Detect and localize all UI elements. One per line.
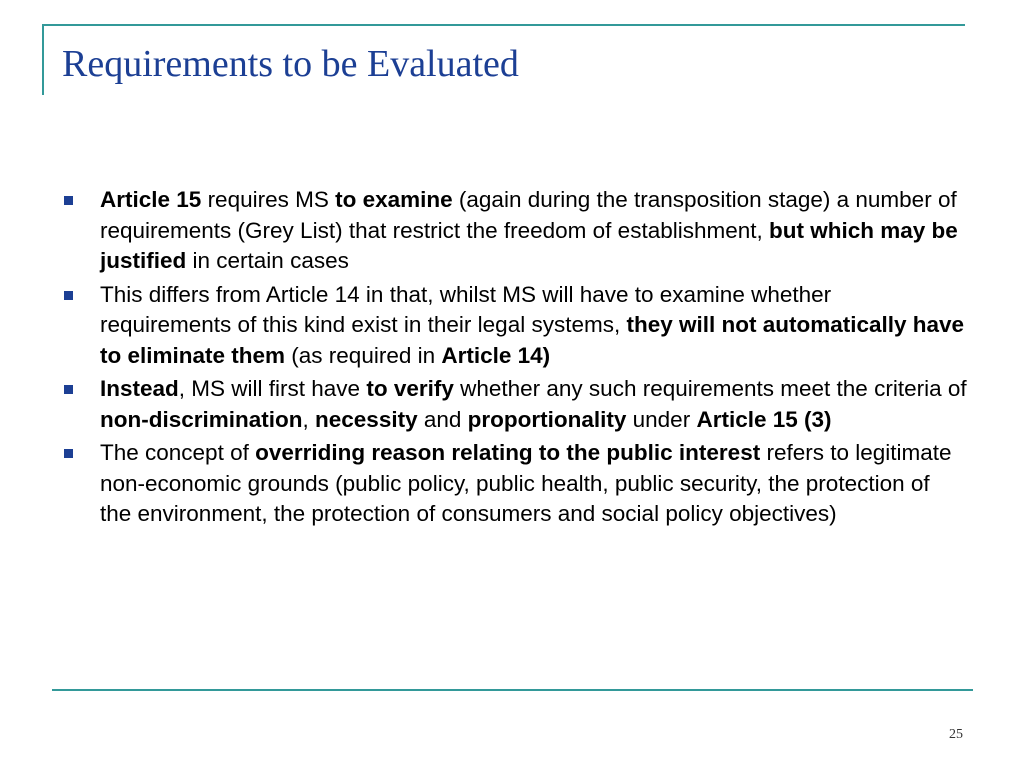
- bullet-item: [62, 438, 967, 530]
- bold-text: to examine: [335, 187, 453, 212]
- text-run: (as required in: [285, 342, 442, 368]
- square-bullet-icon: [64, 196, 73, 205]
- bold-text: they will not automatically have to eliminate them: [100, 312, 965, 368]
- bullet-item: [62, 374, 967, 435]
- bullet-text: [100, 440, 952, 526]
- bold-text: to verify: [366, 376, 454, 401]
- text-run: refers to legitimate non-economic grounds (public policy, public health, public security, the protection of the environment, the protection of consumers and social policy objectives): [100, 440, 952, 526]
- square-bullet-icon: [64, 291, 73, 300]
- bullet-text: [100, 187, 958, 273]
- bold-text: Article 14): [441, 342, 551, 368]
- text-run: and: [417, 406, 468, 432]
- bold-text: proportionality: [467, 406, 627, 432]
- bold-text: necessity: [315, 406, 418, 432]
- bold-text: non-discrimination: [100, 406, 303, 432]
- text-run: requires MS: [201, 187, 336, 212]
- bullet-list: [62, 185, 967, 533]
- title-top-rule: [42, 24, 965, 26]
- bullet-item: [62, 185, 967, 277]
- bullet-text: [100, 282, 964, 368]
- text-run: in certain cases: [186, 248, 349, 273]
- bold-text: Article 15 (3): [696, 406, 832, 432]
- square-bullet-icon: [64, 385, 73, 394]
- text-run: , MS will first have: [178, 376, 367, 401]
- bold-text: but which may be justified: [100, 217, 958, 273]
- bold-text: Instead: [100, 376, 179, 401]
- bullet-item: [62, 280, 967, 372]
- title-left-rule: [42, 24, 44, 95]
- footer-rule: [52, 689, 973, 691]
- bullet-text: [100, 376, 967, 432]
- text-run: (again during the transposition stage) a number of requirements (Grey List) that restrict the freedom of establishment,: [100, 187, 957, 243]
- square-bullet-icon: [64, 449, 73, 458]
- text-run: The concept of: [100, 440, 256, 465]
- text-run: This differs from Article 14 in that, whilst MS will have to examine whether requirements of this kind exist in their legal systems,: [100, 281, 832, 337]
- text-run: under: [626, 406, 697, 432]
- text-run: whether any such requirements meet the criteria of: [453, 376, 967, 401]
- bold-text: overriding reason relating to the public interest: [255, 440, 761, 465]
- text-run: ,: [302, 406, 316, 432]
- page-number: 25: [949, 727, 963, 742]
- page-title: Requirements to be Evaluated: [62, 43, 519, 85]
- bold-text: Article 15: [100, 187, 202, 212]
